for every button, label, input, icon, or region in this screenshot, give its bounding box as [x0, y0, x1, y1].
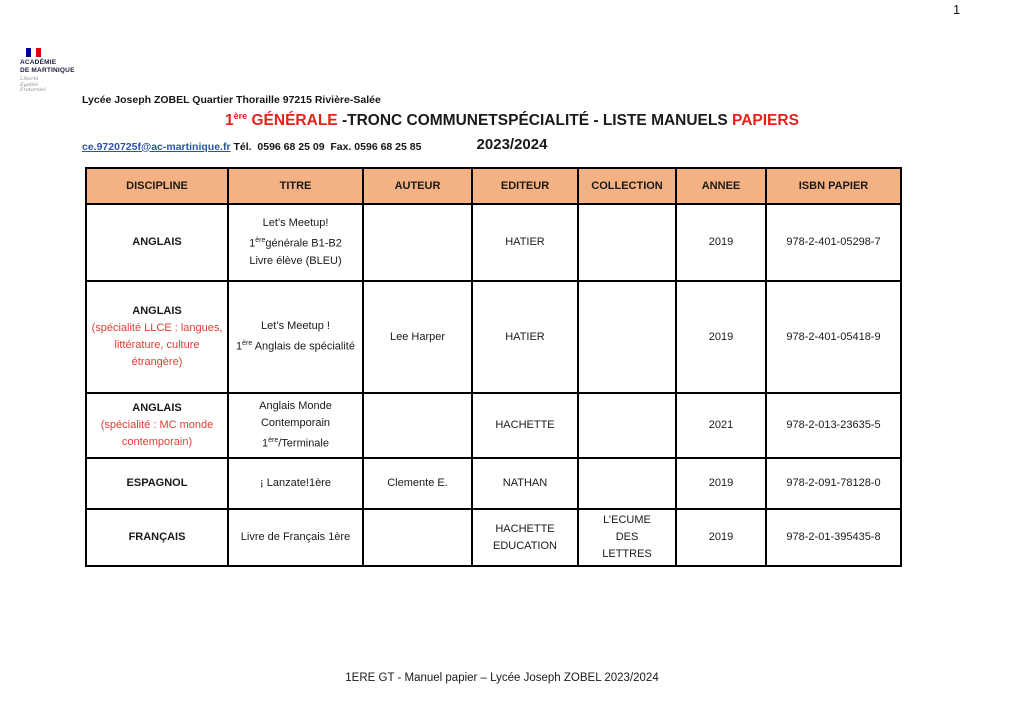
cell-discipline: ESPAGNOL: [86, 458, 228, 509]
table-row: [86, 458, 901, 509]
cell-auteur: Lee Harper: [363, 281, 472, 393]
cell-auteur: [363, 393, 472, 458]
table-row: [86, 204, 901, 281]
cell-isbn: 978-2-01-395435-8: [766, 509, 901, 566]
cell-discipline: FRANÇAIS: [86, 509, 228, 566]
cell-discipline: ANGLAIS (spécialité : MC monde contemporain): [86, 393, 228, 458]
cell-annee: 2019: [676, 458, 766, 509]
table-header-row: [86, 168, 901, 204]
cell-titre: Anglais Monde Contemporain 1ère/Terminale: [228, 393, 363, 458]
discipline-note: (spécialité : MC monde contemporain): [100, 419, 214, 448]
cell-annee: 2019: [676, 204, 766, 281]
email-link[interactable]: ce.9720725f@ac-martinique.fr: [82, 140, 231, 153]
cell-isbn: 978-2-401-05298-7: [766, 204, 901, 281]
column-header-discipline: DISCIPLINE: [86, 168, 228, 204]
cell-titre: Livre de Français 1ère: [228, 509, 363, 566]
footer-text: 1ERE GT - Manuel papier – Lycée Joseph ZOBEL 2023/2024: [345, 672, 659, 684]
cell-collection: L’ECUME DES LETTRES: [578, 509, 676, 566]
column-header-titre: TITRE: [228, 168, 363, 204]
cell-auteur: [363, 204, 472, 281]
motto-line: Fraternité: [20, 87, 46, 93]
cell-collection: [578, 281, 676, 393]
column-header-collection: COLLECTION: [578, 168, 676, 204]
cell-collection: [578, 204, 676, 281]
cell-collection: [578, 458, 676, 509]
discipline-note: (spécialité LLCE : langues, littérature, culture étrangère): [91, 322, 223, 368]
column-header-isbn: ISBN PAPIER: [766, 168, 901, 204]
republic-motto: [20, 77, 80, 94]
cell-annee: 2019: [676, 509, 766, 566]
cell-discipline: ANGLAIS: [86, 204, 228, 281]
cell-editeur: HACHETTE: [472, 393, 578, 458]
title-grade-red: 1ère GÉNÉRALE: [225, 111, 338, 130]
cell-collection: [578, 393, 676, 458]
title-middle-black: -TRONC COMMUNETSPÉCIALITÉ - LISTE MANUELS: [341, 112, 728, 130]
phone-fax-text: Tél. 0596 68 25 09 Fax. 0596 68 25 85: [230, 140, 422, 153]
school-year: 2023/2024: [476, 136, 548, 153]
french-flag-icon: [26, 48, 41, 57]
table-row: [86, 281, 901, 393]
title-papiers-red: PAPIERS: [732, 112, 799, 130]
academy-name-line1: ACADÉMIE: [20, 59, 57, 66]
column-header-editeur: EDITEUR: [472, 168, 578, 204]
motto-line: Égalité: [20, 81, 38, 88]
manuals-table: [85, 167, 902, 567]
cell-auteur: Clemente E.: [363, 458, 472, 509]
cell-discipline: ANGLAIS (spécialité LLCE : langues, littérature, culture étrangère): [86, 281, 228, 393]
table-row: [86, 393, 901, 458]
cell-editeur: HACHETTE EDUCATION: [472, 509, 578, 566]
cell-isbn: 978-2-091-78128-0: [766, 458, 901, 509]
page-number: 1: [953, 2, 961, 17]
cell-annee: 2021: [676, 393, 766, 458]
cell-editeur: HATIER: [472, 204, 578, 281]
cell-titre: Let’s Meetup! 1èregénérale B1-B2 Livre élève (BLEU): [228, 204, 363, 281]
school-address: Lycée Joseph ZOBEL Quartier Thoraille 97215 Rivière-Salée: [82, 94, 381, 106]
academy-name-line2: DE MARTINIQUE: [20, 66, 75, 74]
cell-editeur: HATIER: [472, 281, 578, 393]
cell-isbn: 978-2-401-05418-9: [766, 281, 901, 393]
column-header-auteur: AUTEUR: [363, 168, 472, 204]
cell-titre: ¡ Lanzate!1ère: [228, 458, 363, 509]
motto-line: Liberté: [20, 76, 39, 82]
academie-martinique-logo: [20, 48, 80, 94]
table-row: [86, 509, 901, 566]
cell-titre: Let’s Meetup ! 1ère Anglais de spécialité: [228, 281, 363, 393]
column-header-annee: ANNEE: [676, 168, 766, 204]
document-title: [0, 111, 1024, 130]
cell-annee: 2019: [676, 281, 766, 393]
cell-auteur: [363, 509, 472, 566]
cell-isbn: 978-2-013-23635-5: [766, 393, 901, 458]
cell-editeur: NATHAN: [472, 458, 578, 509]
